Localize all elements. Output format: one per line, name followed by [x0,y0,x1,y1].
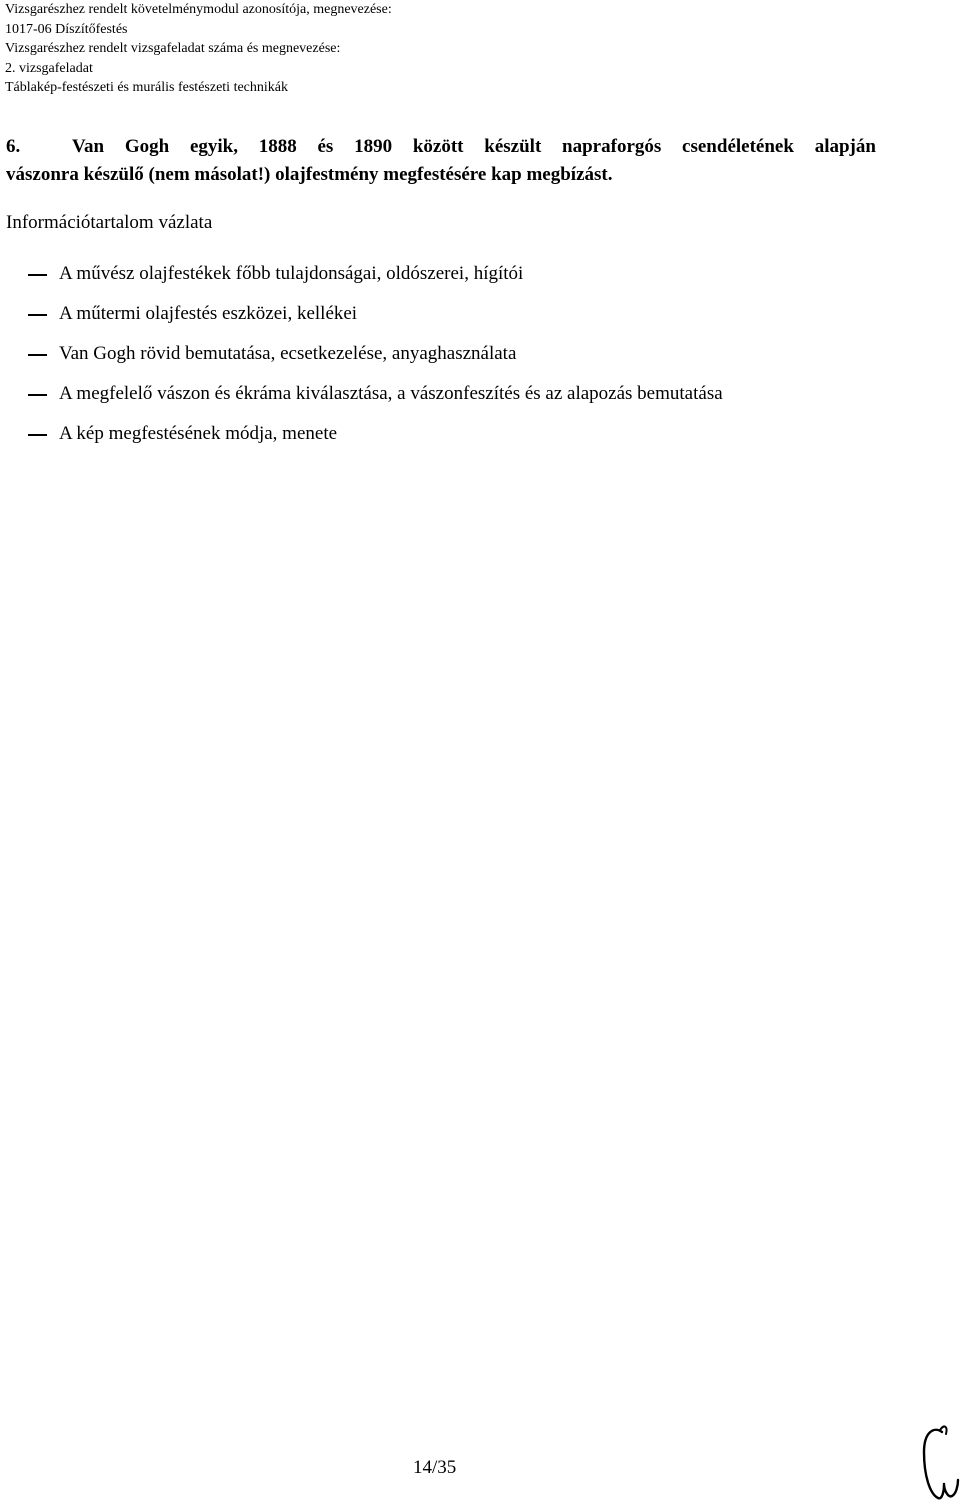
dash-bullet-icon [28,394,47,396]
task-line-1-word: egyik, [189,136,238,157]
dash-bullet-icon [28,354,47,356]
page-number: 14/35 [413,1457,457,1478]
task-line-1-word: között [412,136,464,157]
header-module-label: Vizsgarészhez rendelt követelménymodul azonosítója, megnevezése: [5,2,392,17]
task-line-1-word: készült [484,136,542,157]
task-line-1-word: 1890 [354,136,393,157]
list-item-text: A művész olajfestékek főbb tulajdonságai, oldószerei, hígítói [59,263,524,284]
document-header [5,0,945,98]
task-number: 6. [6,136,21,157]
task-statement [6,133,906,189]
task-line-1-word: Gogh [124,136,170,157]
task-line-1-text [72,133,876,161]
task-line-1-word: alapján [814,136,876,157]
list-item [0,380,940,420]
list-item-text: A megfelelő vászon és ékráma kiválasztása, a vászonfeszítés és az alapozás bemutatása [59,383,723,404]
header-task-name: Táblakép-festészeti és murális festészeti technikák [5,80,288,95]
task-line-1-word: és [317,136,334,157]
info-outline-title: Információtartalom vázlata [6,212,213,233]
header-module-name: 1017-06 Díszítőfestés [5,21,128,37]
list-item-text: Van Gogh rövid bemutatása, ecsetkezelése, anyaghasználata [59,343,517,364]
task-line-1-word: napraforgós [562,136,662,157]
task-line-2: vászonra készülő (nem másolat!) olajfestmény megfestésére kap megbízást. [6,164,613,185]
task-line-1 [6,133,906,161]
list-item [0,300,940,340]
dash-bullet-icon [28,274,47,276]
dash-bullet-icon [28,434,47,436]
list-item-text: A kép megfestésének módja, menete [59,423,338,444]
header-task-number: 2. vizsgafeladat [5,60,93,76]
task-line-1-word: 1888 [258,136,297,157]
list-item [0,340,940,380]
list-item [0,420,940,460]
list-item [0,260,940,300]
dash-bullet-icon [28,314,47,316]
list-item-text: A műtermi olajfestés eszközei, kellékei [59,303,358,324]
header-task-label: Vizsgarészhez rendelt vizsgafeladat száma és megnevezése: [5,41,341,56]
info-outline-list [0,260,940,460]
signature-icon [918,1418,960,1502]
task-line-1-word: csendéletének [682,136,794,157]
task-line-1-word: Van [72,136,105,157]
